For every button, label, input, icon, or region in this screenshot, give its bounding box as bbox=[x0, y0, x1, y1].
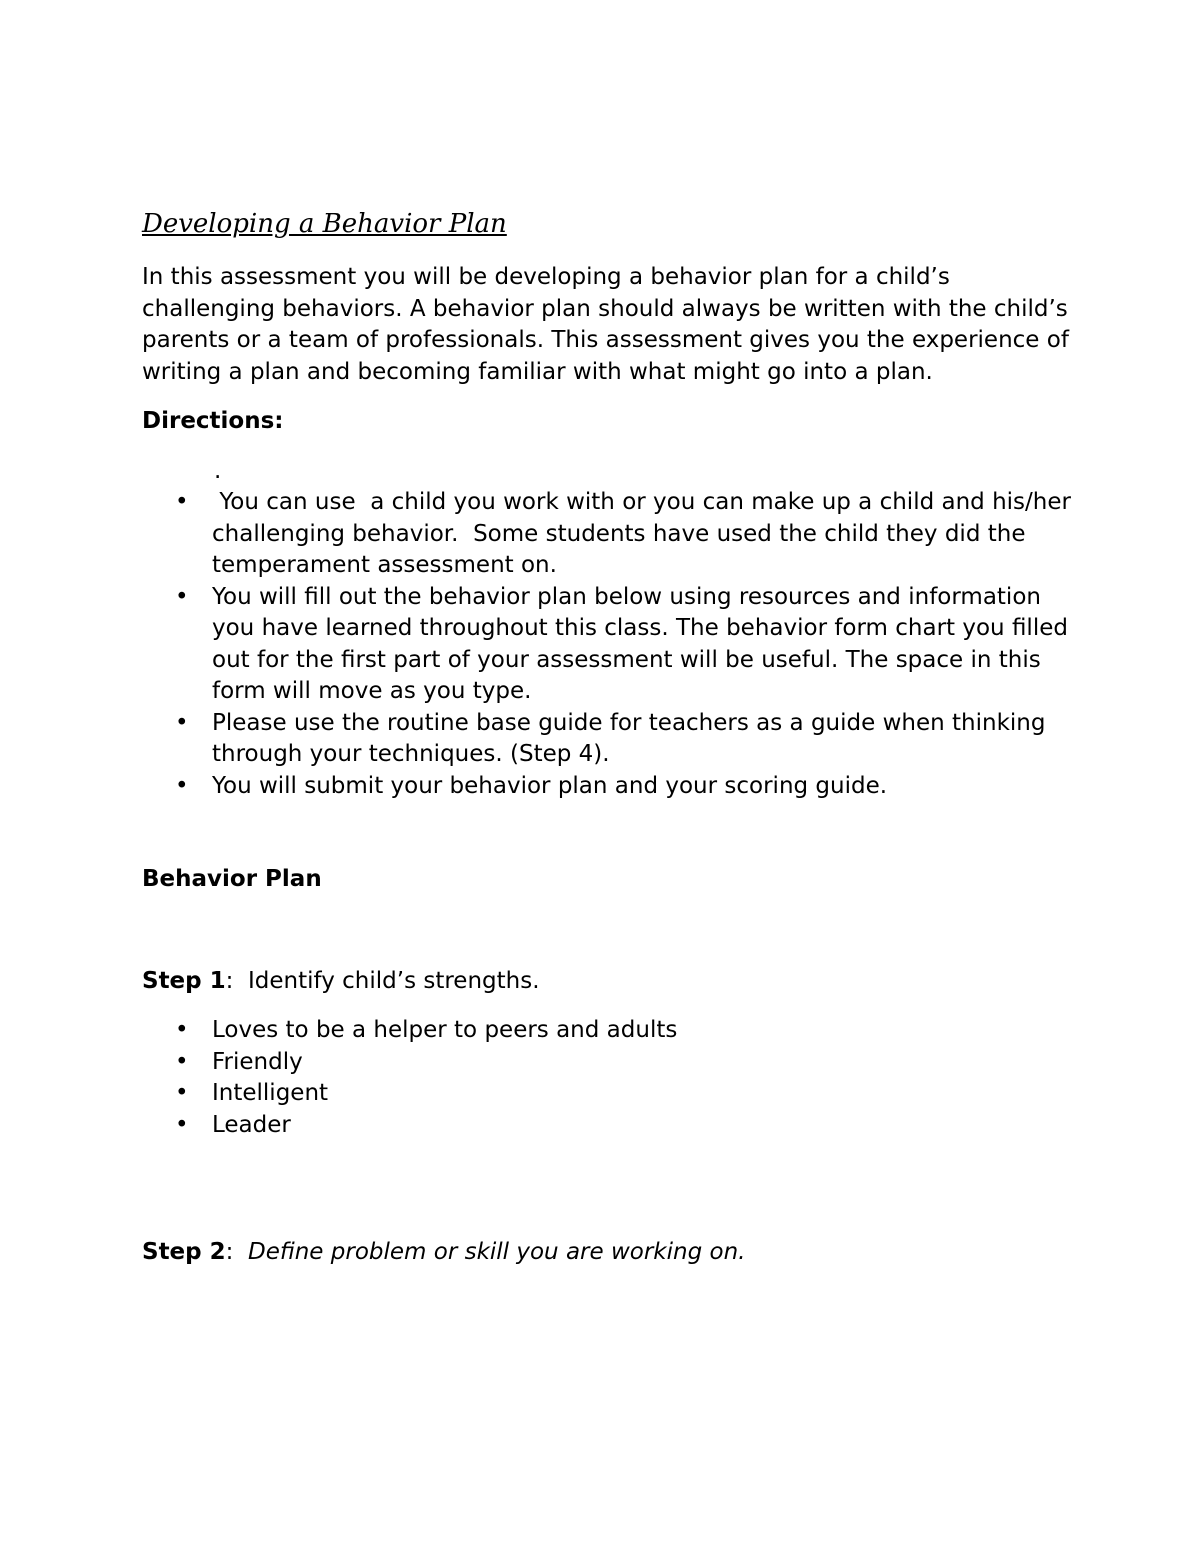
bullet-icon: • bbox=[175, 1080, 189, 1106]
list-item bbox=[142, 1047, 1072, 1079]
list-item-text: . bbox=[214, 457, 222, 484]
list-item bbox=[142, 487, 1079, 582]
document-title: Developing a Behavior Plan bbox=[142, 209, 507, 239]
step-2-line bbox=[142, 1237, 1072, 1269]
step-2-label: Step 2 bbox=[142, 1239, 226, 1265]
list-item bbox=[142, 1015, 1072, 1047]
bullet-icon: • bbox=[175, 772, 189, 799]
list-item bbox=[142, 1078, 1072, 1110]
step-1-line bbox=[142, 966, 1072, 998]
list-item bbox=[142, 708, 1072, 771]
list-item bbox=[142, 456, 1072, 488]
step-1-label: Step 1 bbox=[142, 967, 226, 994]
bullet-icon: • bbox=[175, 1048, 189, 1075]
bullet-icon: • bbox=[175, 489, 189, 515]
step-2-separator: : bbox=[225, 1239, 249, 1265]
step-1-separator: : bbox=[225, 967, 249, 994]
list-item-text: Please use the routine base guide for teachers as a guide when thinking through your techniques. (Step 4). bbox=[212, 709, 1046, 767]
list-item-text: Friendly bbox=[212, 1048, 303, 1075]
bullet-icon: • bbox=[175, 583, 189, 610]
list-item-text: You will fill out the behavior plan below using resources and information you have learned throughout this class. The behavior form chart you filled out for the first part of your assessment will be useful. The space in this form will move as you type. bbox=[212, 583, 1068, 704]
bullet-icon: • bbox=[175, 709, 189, 736]
step-2-text: Define problem or skill you are working on. bbox=[248, 1239, 746, 1265]
bullet-icon: • bbox=[175, 1111, 189, 1138]
list-item-text: Loves to be a helper to peers and adults bbox=[212, 1017, 678, 1043]
list-item bbox=[142, 771, 1072, 803]
behavior-plan-heading: Behavior Plan bbox=[142, 866, 322, 892]
list-item-text: You can use a child you work with or you can make up a child and his/her challenging behavior. Some students have used the child they did the temperament assessment on. bbox=[212, 489, 1079, 578]
list-item bbox=[142, 582, 1072, 708]
bullet-icon: • bbox=[175, 1017, 189, 1043]
strengths-list bbox=[142, 1015, 1072, 1141]
step-1-text: Identify child’s strengths. bbox=[248, 967, 540, 994]
list-item bbox=[142, 1110, 1072, 1142]
list-item-text: You will submit your behavior plan and your scoring guide. bbox=[212, 772, 888, 799]
directions-heading: Directions: bbox=[142, 408, 284, 434]
document-body bbox=[142, 200, 1079, 1269]
list-item-text: Intelligent bbox=[212, 1080, 329, 1106]
list-item-text: Leader bbox=[212, 1111, 291, 1138]
directions-list bbox=[142, 456, 1079, 803]
intro-paragraph: In this assessment you will be developing a behavior plan for a child’s challenging behaviors. A behavior plan should always be written with the child’s parents or a team of professionals. This assessment gives you the experience of writing a plan and becoming familiar with what might go into a plan. bbox=[142, 264, 1069, 385]
